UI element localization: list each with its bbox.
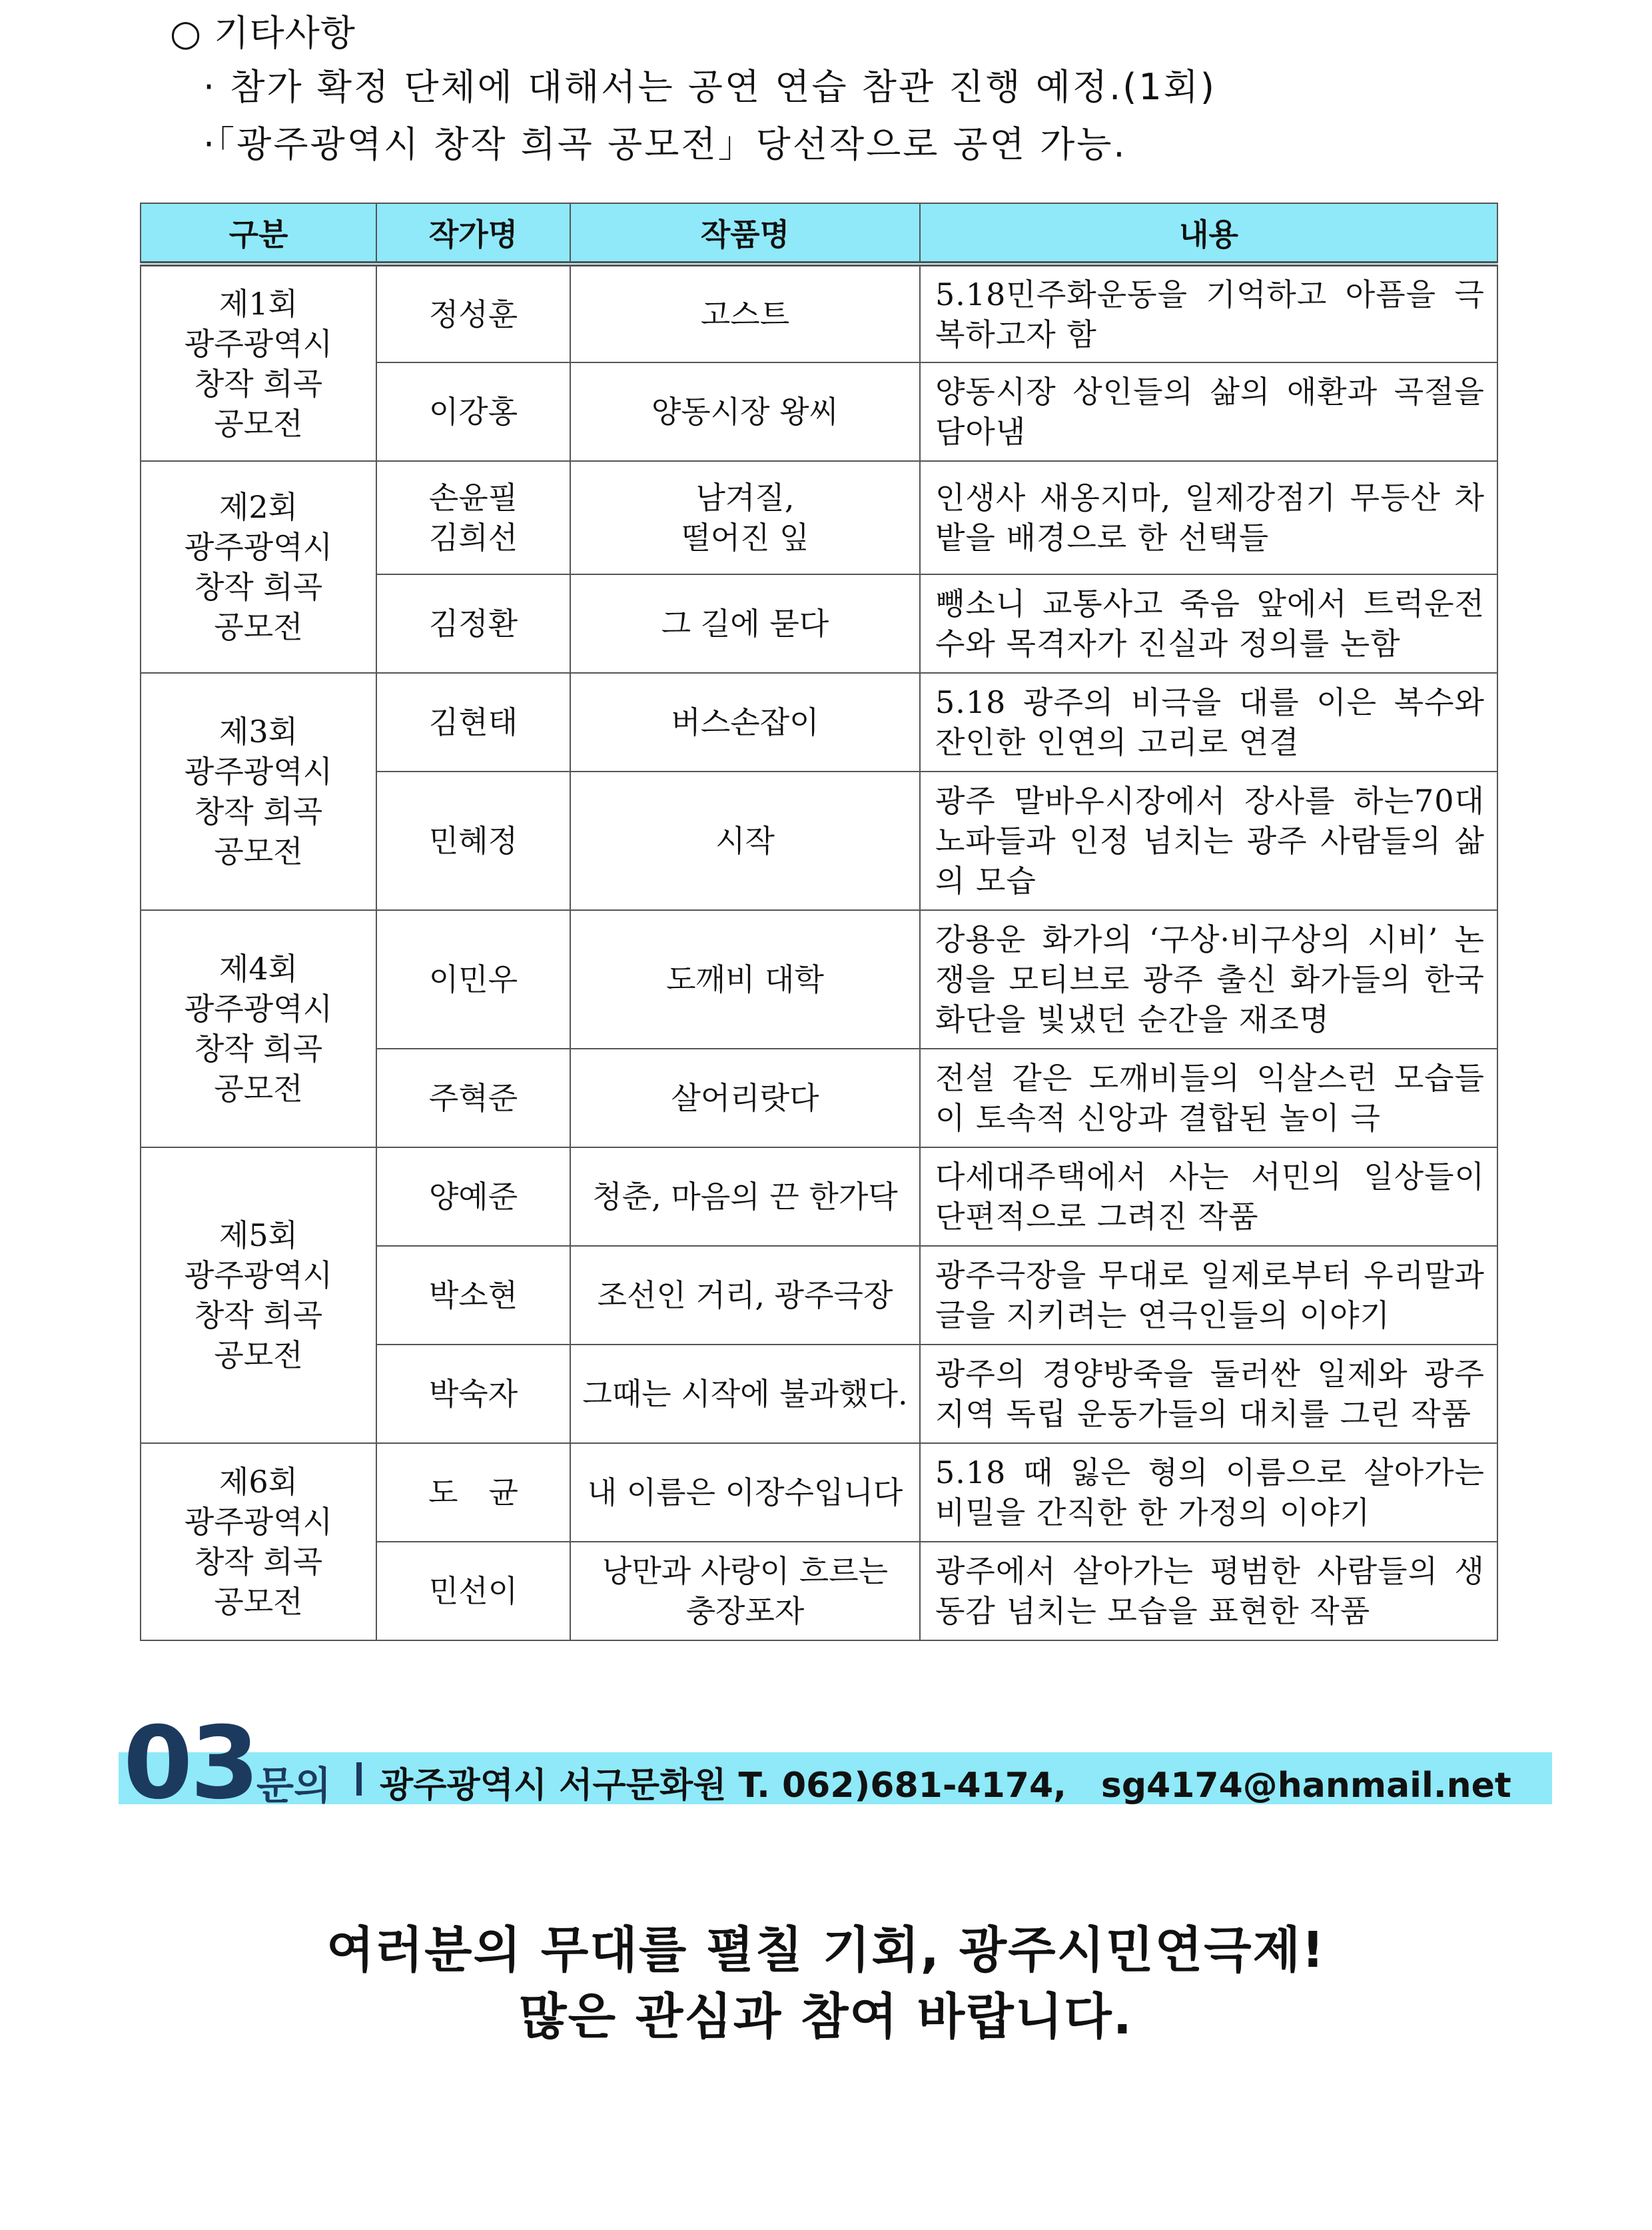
- round-label: 제5회 광주광역시 창작 희곡 공모전: [184, 1217, 333, 1373]
- author-cell: 민선이: [376, 1542, 570, 1640]
- title-cell: 청춘, 마음의 끈 한가닥: [570, 1147, 920, 1246]
- title-cell: 조선인 거리, 광주극장: [570, 1246, 920, 1345]
- description-cell: 5.18 때 잃은 형의 이름으로 살아가는 비밀을 간직한 한 가정의 이야기: [920, 1443, 1497, 1542]
- author-cell: 주혁준: [376, 1049, 570, 1147]
- round-cell: [141, 264, 376, 461]
- author-cell: 김현태: [376, 673, 570, 772]
- description-cell: 전설 같은 도깨비들의 익살스런 모습들이 토속적 신앙과 결합된 놀이 극: [920, 1049, 1497, 1147]
- description-cell: 양동시장 상인들의 삶의 애환과 곡절을 담아냄: [920, 362, 1497, 461]
- header-category: 구분: [141, 203, 376, 264]
- author-cell: 박숙자: [376, 1345, 570, 1443]
- title-cell: 양동시장 왕씨: [570, 362, 920, 461]
- title-cell: 고스트: [570, 264, 920, 362]
- title-cell: 내 이름은 이장수입니다: [570, 1443, 920, 1542]
- description-cell: 광주극장을 무대로 일제로부터 우리말과 글을 지키려는 연극인들의 이야기: [920, 1246, 1497, 1345]
- title-cell: [570, 1542, 920, 1640]
- round-cell: [141, 461, 376, 673]
- notes-section: [170, 8, 1216, 173]
- title-cell: 그 길에 묻다: [570, 574, 920, 673]
- closing-line-1: 여러분의 무대를 펼칠 기회, 광주시민연극제!: [326, 1922, 1326, 1979]
- round-label: 제3회 광주광역시 창작 희곡 공모전: [184, 714, 333, 869]
- title-cell: [570, 461, 920, 574]
- author-cell: [376, 461, 570, 574]
- title-cell: 살어리랏다: [570, 1049, 920, 1147]
- table-row: [141, 1147, 1497, 1246]
- author-label: 손윤필 김희선: [428, 480, 518, 556]
- author-cell: 도 균: [376, 1443, 570, 1542]
- author-cell: 이민우: [376, 910, 570, 1049]
- round-label: 제2회 광주광역시 창작 희곡 공모전: [184, 489, 333, 645]
- contact-info: 광주광역시 서구문화원 T. 062)681-4174, sg4174@hanmail.net: [380, 1766, 1511, 1806]
- author-cell: 김정환: [376, 574, 570, 673]
- contact-label: 문의: [256, 1763, 332, 1808]
- description-cell: 5.18민주화운동을 기억하고 아픔을 극복하고자 함: [920, 264, 1497, 362]
- table-header-row: [141, 203, 1497, 264]
- round-label: 제4회 광주광역시 창작 희곡 공모전: [184, 951, 333, 1107]
- author-cell: 양예준: [376, 1147, 570, 1246]
- table-row: [141, 910, 1497, 1049]
- description-cell: 강용운 화가의 ‘구상·비구상의 시비’ 논쟁을 모티브로 광주 출신 화가들의 한국 화단을 빛냈던 순간을 재조명: [920, 910, 1497, 1049]
- round-cell: [141, 1443, 376, 1640]
- header-title: 작품명: [570, 203, 920, 264]
- header-author: 작가명: [376, 203, 570, 264]
- author-cell: 정성훈: [376, 264, 570, 362]
- table-row: [141, 1443, 1497, 1542]
- title-cell: 시작: [570, 772, 920, 910]
- section-number: 03: [123, 1706, 257, 1822]
- author-cell: 이강홍: [376, 362, 570, 461]
- title-label: 낭만과 사랑이 흐르는 충장포자: [602, 1553, 889, 1629]
- round-label: 제1회 광주광역시 창작 희곡 공모전: [184, 285, 333, 442]
- round-cell: [141, 1147, 376, 1443]
- closing-line-2: 많은 관심과 참여 바랍니다.: [519, 1988, 1133, 2045]
- contact-divider: [356, 1762, 362, 1796]
- title-cell: 도깨비 대학: [570, 910, 920, 1049]
- table-row: [141, 461, 1497, 574]
- round-label: 제6회 광주광역시 창작 희곡 공모전: [184, 1464, 333, 1620]
- winning-works-table: [140, 203, 1498, 1641]
- description-cell: 광주 말바우시장에서 장사를 하는70대 노파들과 인정 넘치는 광주 사람들의 삶의 모습: [920, 772, 1497, 910]
- description-cell: 5.18 광주의 비극을 대를 이은 복수와 잔인한 인연의 고리로 연결: [920, 673, 1497, 772]
- note-line: · 참가 확정 단체에 대해서는 공연 연습 참관 진행 예정.(1회): [203, 66, 1216, 108]
- author-cell: 민혜정: [376, 772, 570, 910]
- description-cell: 인생사 새옹지마, 일제강점기 무등산 차밭을 배경으로 한 선택들: [920, 461, 1497, 574]
- note-line: ·「광주광역시 창작 희곡 공모전」당선작으로 공연 가능.: [203, 123, 1127, 165]
- round-cell: [141, 673, 376, 910]
- title-cell: 버스손잡이: [570, 673, 920, 772]
- description-cell: 광주에서 살아가는 평범한 사람들의 생동감 넘치는 모습을 표현한 작품: [920, 1542, 1497, 1640]
- title-cell: 그때는 시작에 불과했다.: [570, 1345, 920, 1443]
- round-cell: [141, 910, 376, 1147]
- table-row: [141, 673, 1497, 772]
- description-cell: 다세대주택에서 사는 서민의 일상들이 단편적으로 그려진 작품: [920, 1147, 1497, 1246]
- table-row: [141, 264, 1497, 362]
- notes-heading: ○ 기타사항: [170, 12, 356, 54]
- description-cell: 뺑소니 교통사고 죽음 앞에서 트럭운전수와 목격자가 진실과 정의를 논함: [920, 574, 1497, 673]
- title-label: 남겨질, 떨어진 잎: [681, 480, 809, 556]
- description-cell: 광주의 경양방죽을 둘러싼 일제와 광주지역 독립 운동가들의 대치를 그린 작품: [920, 1345, 1497, 1443]
- header-description: 내용: [920, 203, 1497, 264]
- author-cell: 박소현: [376, 1246, 570, 1345]
